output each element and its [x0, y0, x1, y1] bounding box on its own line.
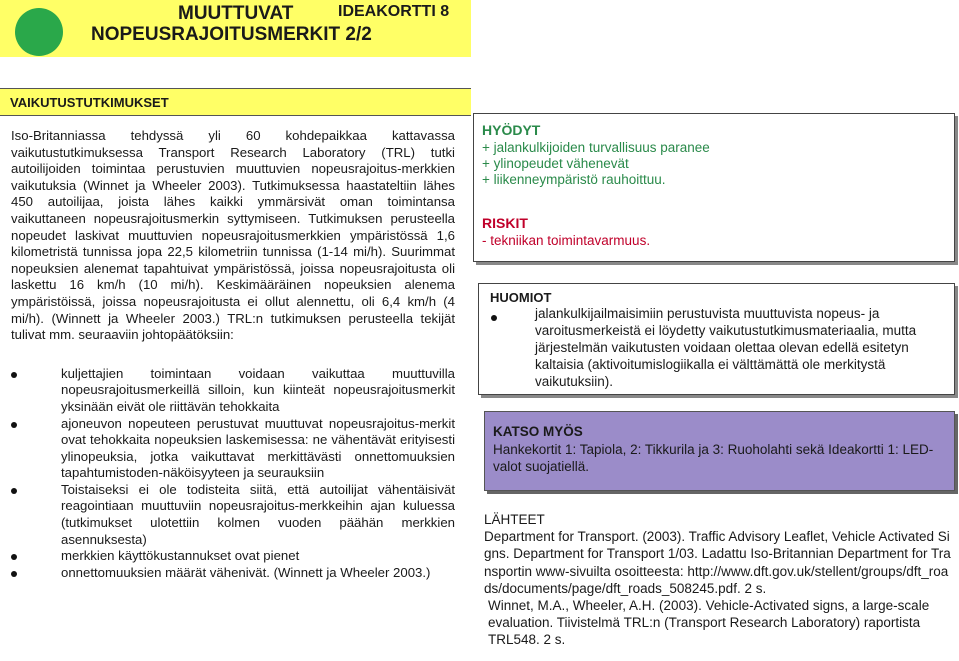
notes-heading: HUOMIOT	[490, 290, 552, 305]
see-also-text: Hankekortit 1: Tapiola, 2: Tikkurila ja 3: Ruoholahti sekä Ideakortti 1: LED-valot suojatiellä.	[493, 442, 934, 474]
reference-1: Department for Transport. (2003). Traffic Advisory Leaflet, Vehicle Activated Signs. Department for Transport 1/03. Ladattu Iso-Britannian Department for Transportin www-sivuilta osoitteesta: http://www.dft.gov.uk/stellent/groups/dft_roads/documents/page/dft_roads_508245.pdf. 2 s.	[484, 529, 951, 596]
see-also-heading: KATSO MYÖS	[493, 424, 583, 439]
green-circle-logo	[15, 8, 63, 56]
title-muuttuvat: MUUTTUVAT	[178, 3, 294, 24]
benefits-item: + jalankulkijoiden turvallisuus paranee	[482, 140, 710, 155]
reference-2: Winnet, M.A., Wheeler, A.H. (2003). Vehicle-Activated signs, a large-scale evaluation. Tiivistelmä TRL:n (Transport Research Laboratory) raportista TRL548. 2 s.	[488, 598, 930, 648]
conclusions-list	[11, 366, 455, 582]
benefits-item: + ylinopeudet vähenevät	[482, 156, 629, 171]
notes-box	[478, 283, 955, 395]
list-item: Toistaiseksi ei ole todisteita siitä, että autoilijat vähentäisivät reagointiaan muuttuviin nopeusrajoitus-merkkeihin ajan kuluessa (tutkimukset ulotettiin kolmen vuoden päähän merkkien asennuksesta)	[11, 482, 455, 548]
section-heading: VAIKUTUSTUTKIMUKSET	[10, 95, 169, 110]
page-title: NOPEUSRAJOITUSMERKIT 2/2	[91, 24, 372, 45]
references-section	[484, 511, 954, 649]
section-bar-vaikutus	[0, 88, 471, 116]
notes-text: jalankulkijailmaisimiin perustuvista muuttuvista nopeus- ja varoitusmerkeistä ei löydetty vaikutustutkimusmateriaalia, mutta järjestelmän vaikutusten voidaan olettaa olevan edellä esitetyn kaltaisia (aktivoitumislogiikalla ei välttämättä ole merkitystä vaikutuksiin).	[535, 306, 917, 389]
risks-item: - tekniikan toimintavarmuus.	[482, 233, 651, 248]
bullet-icon	[491, 315, 497, 321]
see-also-box	[484, 411, 955, 491]
list-item: ajoneuvon nopeuteen perustuvat muuttuvat nopeusrajoitus-merkit ovat tehokkaita nopeuksien laskemisessa: ne vähentävät erityisesti ylinopeuksia, jotka vaikuttavat merkittävästi onnettomuuksien tapahtumistoden-näköisyyteen ja seurauksiin	[11, 416, 455, 482]
benefits-risks-box	[473, 113, 955, 262]
left-column	[11, 128, 455, 581]
card-number: IDEAKORTTI 8	[338, 3, 450, 20]
benefits-heading: HYÖDYT	[482, 122, 541, 138]
references-heading: LÄHTEET	[484, 512, 545, 527]
intro-paragraph: Iso-Britanniassa tehdyssä yli 60 kohdepaikkaa kattavassa vaikutustutkimuksessa Transport Research Laboratory (TRL) tutki autoilijoiden toimintaa perustuvien muuttuvien nopeusrajoitus-merkkien vaikutuksia (Winnet ja Wheeler 2003). Tutkimuksessa haastateltiin lähes 450 autoilijaa, joista lähes kaikki ymmärsivät oman toimintansa vaikuttaneen nopeusrajoitusmerkin syttymiseen. Tutkimuksen perusteella nopeudet laskivat muuttuvien nopeusrajoitusmerkkien ympäristössä 1,6 kilometristä tunnissa jopa 22,5 kilometriin tunnissa (1-14 mi/h). Suurimmat nopeuksien alenemat tapahtuivat ympäristössä, joissa nopeusrajoitusta oli laskettu 16 km/h (10 mi/h). Keskimääräinen nopeuksien alenema ympäristöissä, joissa nopeusrajoitusta ei ollut alennettu, oli 6,4 km/h (4 mi/h). (Winnett ja Wheeler 2003.) TRL:n tutkimuksen perusteella tekijät tulivat mm. seuraaviin johtopäätöksiin:	[11, 128, 455, 343]
list-item: merkkien käyttökustannukset ovat pienet	[11, 548, 455, 565]
list-item: onnettomuuksien määrät vähenivät. (Winnett ja Wheeler 2003.)	[11, 565, 455, 582]
list-item: kuljettajien toimintaan voidaan vaikuttaa muuttuvilla nopeusrajoitusmerkeillä silloin, kun kiinteät nopeusrajoitusmerkit yksinään eivät ole riittävän tehokkaita	[11, 366, 455, 416]
benefits-item: + liikenneympäristö rauhoittuu.	[482, 172, 666, 187]
risks-heading: RISKIT	[482, 215, 528, 231]
